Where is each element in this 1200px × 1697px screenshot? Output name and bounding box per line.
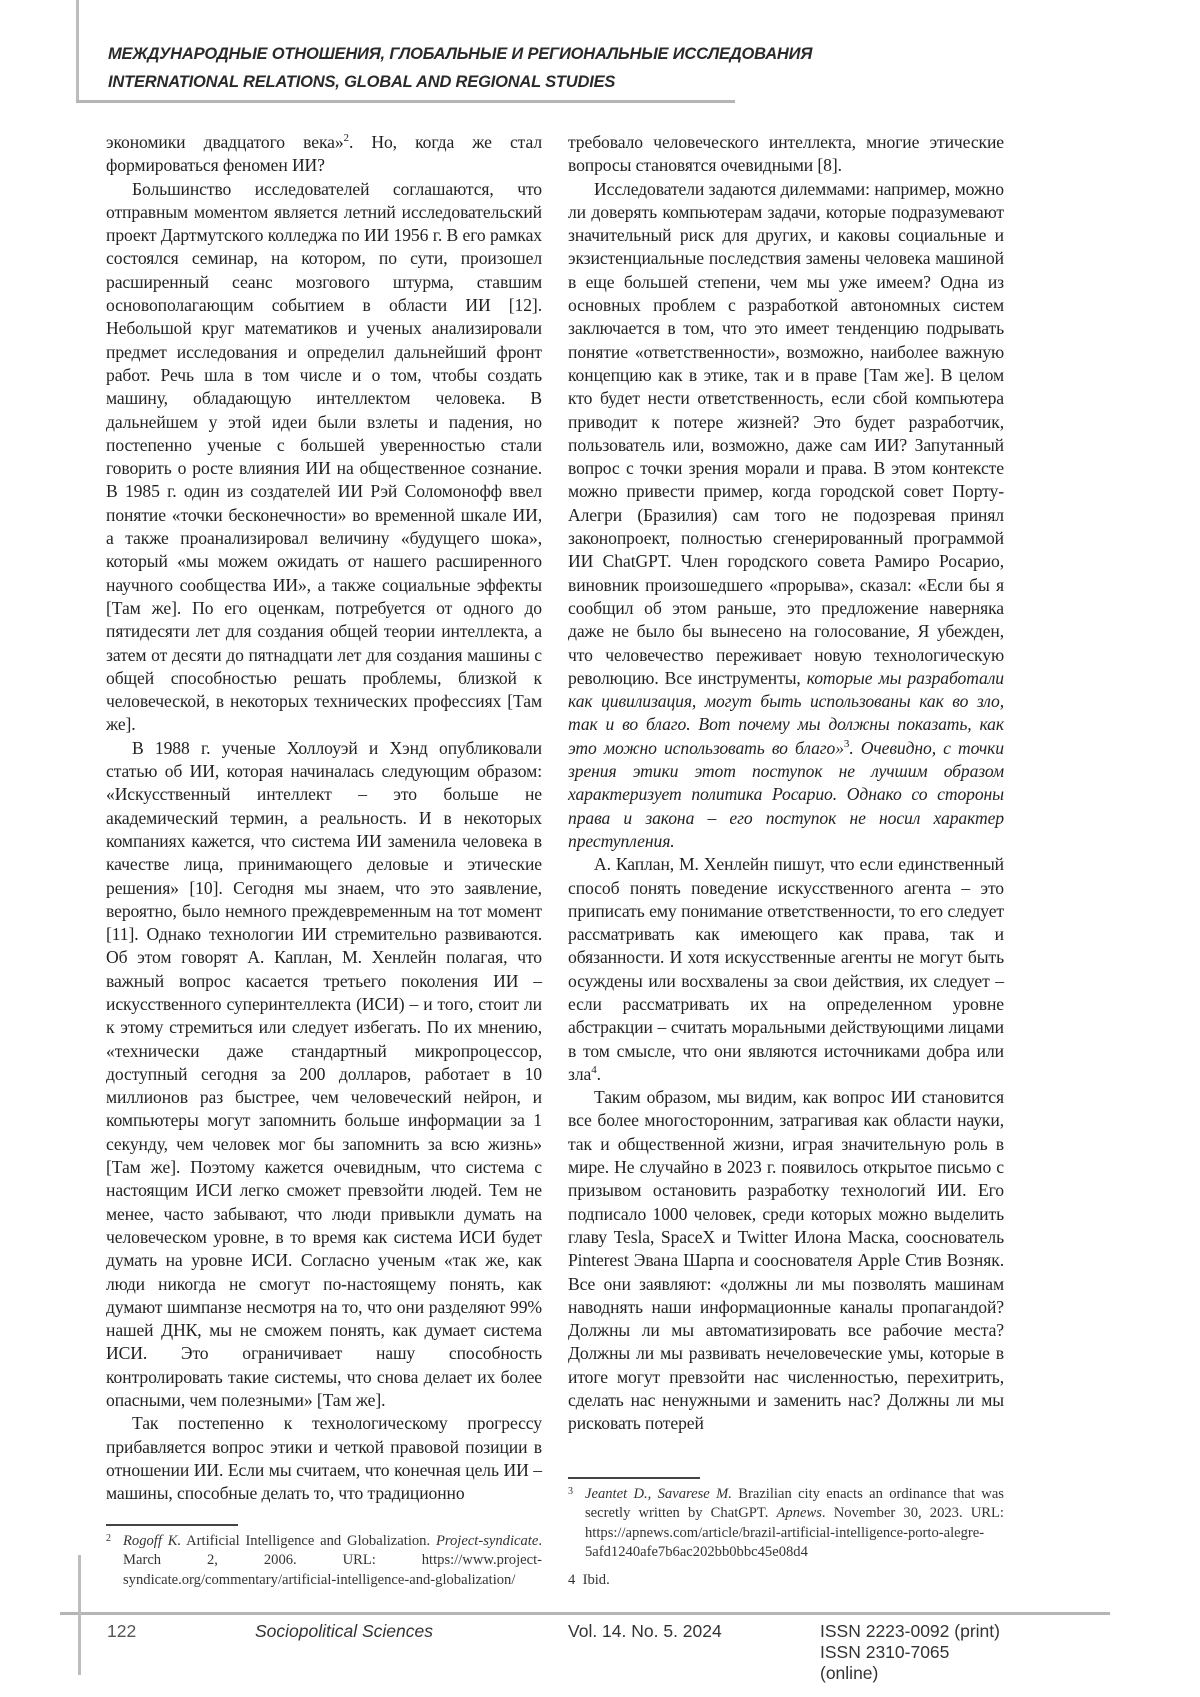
running-header-en: INTERNATIONAL RELATIONS, GLOBAL AND REGIONAL STUDIES [108, 73, 616, 91]
paragraph: Так постепенно к технологическому прогрессу прибавляется вопрос этики и четкой правовой позиции в отношении ИИ. Если мы считаем, что конечная цель ИИ – машины, способные делать то, что традиционно [106, 1413, 542, 1504]
footnote-rule-left [106, 1524, 238, 1526]
two-column-body [106, 131, 1004, 1598]
text: Исследователи задаются дилеммами: например, можно ли доверять компьютерам задачи, которые подразумевают значительный риск для других, и каковы социальные и экзистенциальные последствия замены человека машиной в еще большей степени, чем мы уже имеем? Одна из основных проблем с разработкой автономных систем заключается в том, что это имеет тенденцию подрывать понятие «ответственности», возможно, наиболее важную концепцию как в этике, так и в праве [Там же]. В целом кто будет нести ответственность, если сбой компьютера приводит к потере жизней? Это будет разработчик, пользователь или, возможно, даже сам ИИ? Запутанный вопрос с точки зрения морали и права. В этом контексте можно привести пример, когда городской совет Порту-Алегри (Бразилия) сам того не подозревая принял законопроект, полностью сгенерированный программой ИИ ChatGPT. Член городского совета Рамиро Росарио, виновник произошедшего «прорыва», сказал: «Если бы я сообщил об этом раньше, это предложение наверняка даже не было бы вынесено на голосование, Я убежден, что человечество переживает новую технологическую революцию. Все инструменты, [568, 178, 1004, 688]
right-column [568, 131, 1004, 1436]
text[interactable]: . November 30, 2023. URL: https://apnews.com/article/brazil-artificial-intelligence-porto-alegre-5afd1240afe7b6ac202bb0bbc45e08d4 [585, 1505, 1004, 1561]
page-footer [0, 1615, 1200, 1685]
footnote-source: Project-syndicate [435, 1532, 539, 1549]
footnote-ref[interactable]: 2 [343, 132, 349, 144]
footnote-3 [568, 1485, 1004, 1563]
issn-block [820, 1621, 1010, 1684]
left-column [106, 131, 542, 1506]
text: Ibid. [582, 1571, 610, 1588]
paragraph: В 1988 г. ученые Холлоуэй и Хэнд опубликовали статью об ИИ, которая начиналась следующим образом: «Искусственный интеллект – это больше не академический термин, а реальность. И в некоторых компаниях кажется, что система ИИ заменила человека в качестве лица, принимающего деловые и этические решения» [10]. Сегодня мы знаем, что это заявление, вероятно, было немного преждевременным на тот момент [11]. Однако технологии ИИ стремительно развиваются. Об этом говорят А. Каплан, М. Хенлейн полагая, что важный вопрос касается третьего поколения ИИ – искусственного суперинтеллекта (ИСИ) – и того, стоит ли к этому стремиться или следует избегать. По их мнению, «технически даже стандартный микропроцессор, доступный сегодня за 200 долларов, работает в 10 миллионов раз быстрее, чем человеческий нейрон, и компьютеры могут запомнить больше информации за 1 секунду, чем человек мог бы запомнить за всю жизнь» [Там же]. Поэтому кажется очевидным, что система с настоящим ИСИ легко сможет превзойти людей. Тем не менее, часто забывают, что люди привыкли думать на человеческом уровне, в то время как система ИСИ будет думать на уровне ИСИ. Согласно ученым «так же, как люди никогда не смогут по-настоящему понять, как думают шимпанзе несмотря на то, что они разделяют 99% нашей ДНК, мы не сможем понять, как думает система ИСИ. Это ограничивает нашу способность контролировать такие системы, что снова делает их более опасными, чем полезными» [Там же]. [106, 737, 542, 1411]
issn-print: ISSN 2223-0092 (print) [820, 1621, 1000, 1642]
footnote-number: 4 [568, 1571, 576, 1588]
right-column-wrap [568, 131, 1004, 1598]
left-column-wrap [106, 131, 542, 1598]
running-header-ru: МЕЖДУНАРОДНЫЕ ОТНОШЕНИЯ, ГЛОБАЛЬНЫЕ И РЕГИОНАЛЬНЫЕ ИССЛЕДОВАНИЯ [108, 45, 813, 63]
italic-quote: которые мы разработали как цивилизация, могут быть использованы как во зло, так и во благо. Вот почему мы должны показать, как это можно использовать во благо» [568, 667, 1004, 758]
issue-info: Vol. 14. No. 5. 2024 [568, 1621, 722, 1642]
text: А. Каплан, М. Хенлейн пишут, что если единственный способ понять поведение искусственного агента – это приписать ему понимание ответственности, то его следует рассматривать как имеющего как права, так и обязанности. И хотя искусственные агенты не могут быть осуждены или восхвалены за свои действия, их следует – если рассматривать их на определенном уровне абстракции – считать моральными действующими лицами в том смысле, что они являются источниками добра или зла [568, 854, 1004, 1084]
running-header [0, 0, 1200, 96]
paragraph: Большинство исследователей соглашаются, что отправным моментом является летний исследовательский проект Дартмутского колледжа по ИИ 1956 г. В его рамках состоялся семинар, на котором, по сути, произошел расширенный сеанс мозгового штурма, ставшим основополагающим событием в области ИИ [12]. Небольшой круг математиков и ученых анализировали предмет исследования и определил дальнейший фронт работ. Речь шла в том числе и о том, чтобы создать машину, обладающую интеллектом человека. В дальнейшем у этой идеи были взлеты и падения, но постепенно ученые с большей уверенностью стали говорить о росте влияния ИИ на общественное сознание. В 1985 г. один из создателей ИИ Рэй Соломонофф ввел понятие «точки бесконечности» во временной шкале ИИ, а также проанализировал величину «будущего шока», который «мы можем ожидать от нашего расширенного научного сообщества ИИ», а также социальные эффекты [Там же]. По его оценкам, потребуется от одного до пятидесяти лет для создания общей теории интеллекта, а затем от десяти до пятнадцати лет для создания машины с общей способностью решать проблемы, близкой к человеческой, в некоторых технических профессиях [Там же]. [106, 178, 542, 735]
page-number: 122 [107, 1621, 137, 1642]
footnotes-left [106, 1506, 542, 1599]
paragraph [568, 853, 1004, 1086]
footnote-number: 3 [568, 1485, 573, 1497]
italic-text: . Очевидно, с точки зрения этики этот поступок не лучшим образом характеризует политика Росарио. Однако со стороны права и закона – его поступок не носил характер преступления. [568, 737, 1004, 851]
text: . [596, 1063, 601, 1084]
footnote-ref[interactable]: 3 [843, 737, 850, 750]
paragraph [568, 178, 1004, 854]
paragraph [106, 131, 542, 178]
footnote-source: Apnews [776, 1505, 822, 1522]
text: экономики двадцатого века» [106, 132, 344, 152]
footnote-author: Rogoff K. [123, 1532, 182, 1549]
footnote-ref[interactable]: 4 [591, 1063, 597, 1076]
text[interactable]: . March 2, 2006. URL: https://www.project-syndicate.org/commentary/artificial-intelligence-and-globalization/ [123, 1532, 542, 1588]
text: Brazilian city enacts an ordinance that was secretly written by ChatGPT. [585, 1485, 1004, 1522]
text: . Но, когда же стал формироваться феномен ИИ? [106, 132, 543, 176]
journal-name: Sociopolitical Sciences [255, 1621, 434, 1642]
footnote-4 [568, 1571, 1004, 1591]
footer-vertical-rule [78, 1555, 81, 1675]
paragraph: Таким образом, мы видим, как вопрос ИИ становится все более многосторонним, затрагивая как области науки, так и общественной жизни, играя значительную роль в мире. Не случайно в 2023 г. появилось открытое письмо с призывом остановить разработку технологий ИИ. Его подписало 1000 человек, среди которых можно выделить главу Tesla, SpaceX и Twitter Илона Маска, сооснователь Pinterest Эвана Шарпа и сооснователя Apple Стив Возняк. Все они заявляют: «должны ли мы позволять машинам наводнять наши информационные каналы пропагандой? Должны ли мы автоматизировать все рабочие места? Должны ли мы развивать нечеловеческие умы, которые в итоге могут превзойти нас численностью, перехитрить, сделать нас ненужными и заменить нас? Должны ли мы рисковать потерей [568, 1087, 1004, 1434]
header-rule [76, 100, 735, 103]
footnote-number: 2 [106, 1532, 111, 1544]
text: Artificial Intelligence and Globalization. [181, 1532, 436, 1549]
footnotes-right [568, 1459, 1004, 1599]
issn-online: ISSN 2310-7065 (online) [820, 1642, 950, 1684]
footnote-author: Jeantet D., Savarese M. [585, 1485, 732, 1502]
paragraph: требовало человеческого интеллекта, многие этические вопросы становятся очевидными [8]. [568, 132, 1004, 176]
footnote-rule-right [568, 1477, 700, 1479]
footnote-2 [106, 1532, 542, 1591]
